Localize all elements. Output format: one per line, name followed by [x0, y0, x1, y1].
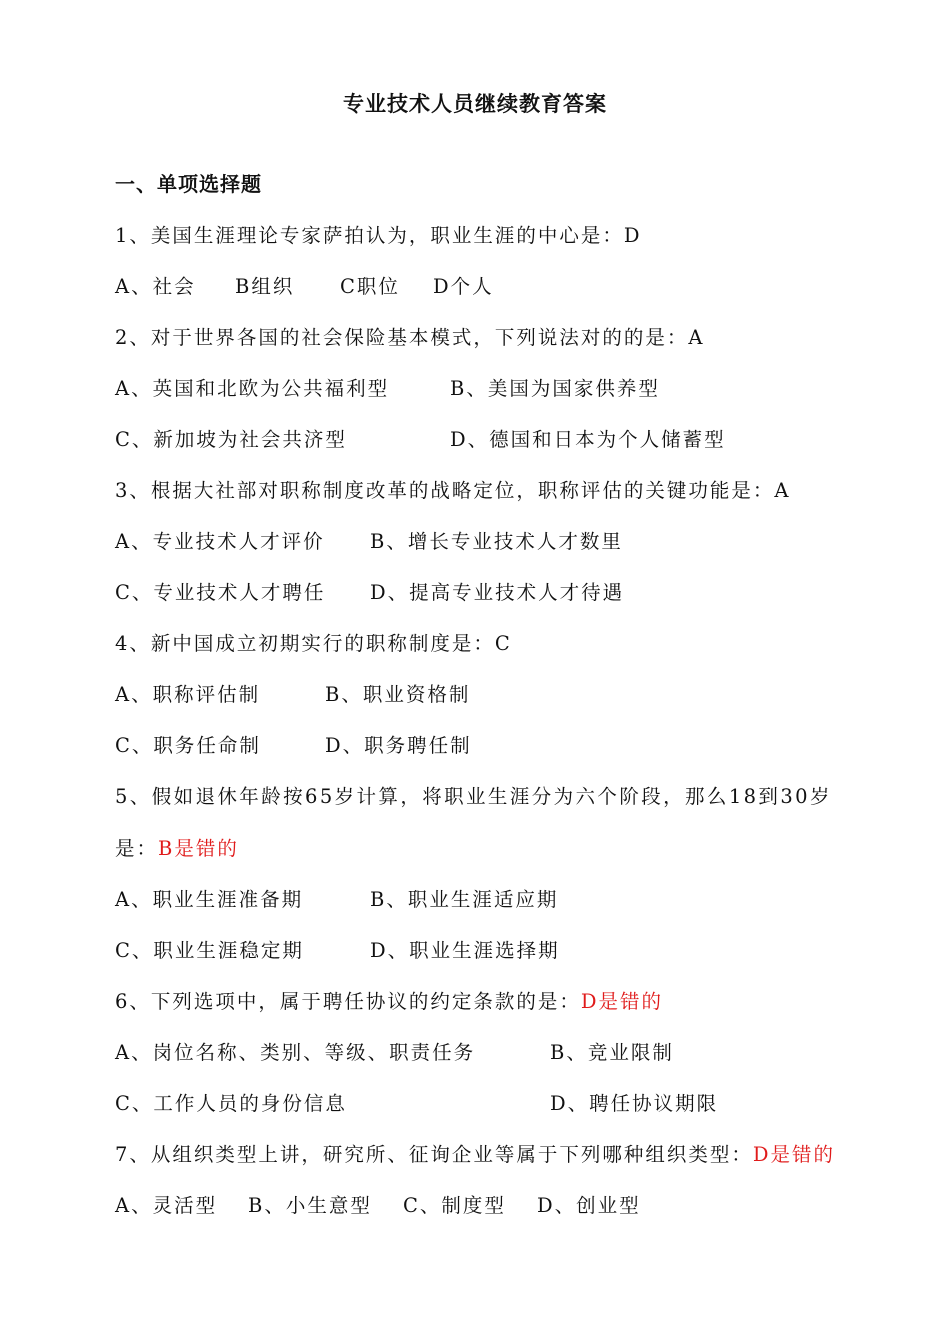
option-c: C职位	[340, 275, 400, 298]
question-7	[115, 1139, 835, 1167]
answer-note: D是错的	[580, 990, 664, 1013]
option-a: A、岗位名称、类别、等级、职责任务	[115, 1041, 476, 1064]
question-3: 3、根据大社部对职称制度改革的战略定位，职称评估的关键功能是：A	[115, 479, 791, 502]
option-d: D、创业型	[537, 1194, 641, 1217]
option-c: C、职务任命制	[115, 734, 261, 757]
question-6	[115, 986, 663, 1014]
option-c: C、新加坡为社会共济型	[115, 428, 347, 451]
question-5-continued	[115, 833, 239, 861]
question-1: 1、美国生涯理论专家萨拍认为，职业生涯的中心是：D	[115, 224, 642, 247]
option-a: A、职称评估制	[115, 683, 261, 706]
option-a: A、专业技术人才评价	[115, 530, 325, 553]
answer-note: D是错的	[752, 1143, 836, 1166]
section-heading: 一、单项选择题	[115, 172, 262, 196]
option-b: B、竞业限制	[550, 1041, 674, 1064]
question-5: 5、假如退休年龄按65岁计算，将职业生涯分为六个阶段，那么18到30岁	[115, 785, 832, 808]
option-c: C、职业生涯稳定期	[115, 939, 304, 962]
question-2: 2、对于世界各国的社会保险基本模式，下列说法对的的是：A	[115, 326, 705, 349]
answer-note: B是错的	[158, 837, 239, 860]
option-a: A、职业生涯准备期	[115, 888, 304, 911]
option-d: D、聘任协议期限	[550, 1092, 719, 1115]
question-6-text: 6、下列选项中，属于聘任协议的约定条款的是：	[115, 990, 581, 1013]
option-b: B、职业资格制	[325, 683, 471, 706]
option-d: D个人	[433, 275, 494, 298]
option-c: C、专业技术人才聘任	[115, 581, 326, 604]
option-d: D、职业生涯选择期	[370, 939, 560, 962]
question-4: 4、新中国成立初期实行的职称制度是：C	[115, 632, 512, 655]
option-c: C、工作人员的身份信息	[115, 1092, 347, 1115]
option-a: A、社会	[115, 275, 196, 298]
option-b: B、职业生涯适应期	[370, 888, 559, 911]
option-c: C、制度型	[403, 1194, 506, 1217]
option-d: D、职务聘任制	[325, 734, 472, 757]
document-title: 专业技术人员继续教育答案	[343, 92, 607, 116]
option-a: A、灵活型	[115, 1194, 218, 1217]
option-d: D、提高专业技术人才待遇	[370, 581, 625, 604]
option-b: B、小生意型	[248, 1194, 372, 1217]
question-5-text2: 是：	[115, 837, 159, 860]
option-a: A、英国和北欧为公共福利型	[115, 377, 390, 400]
option-b: B组织	[235, 275, 295, 298]
option-b: B、增长专业技术人才数里	[370, 530, 623, 553]
option-b: B、美国为国家供养型	[450, 377, 660, 400]
question-7-text: 7、从组织类型上讲，研究所、征询企业等属于下列哪种组织类型：	[115, 1143, 753, 1166]
option-d: D、德国和日本为个人储蓄型	[450, 428, 726, 451]
